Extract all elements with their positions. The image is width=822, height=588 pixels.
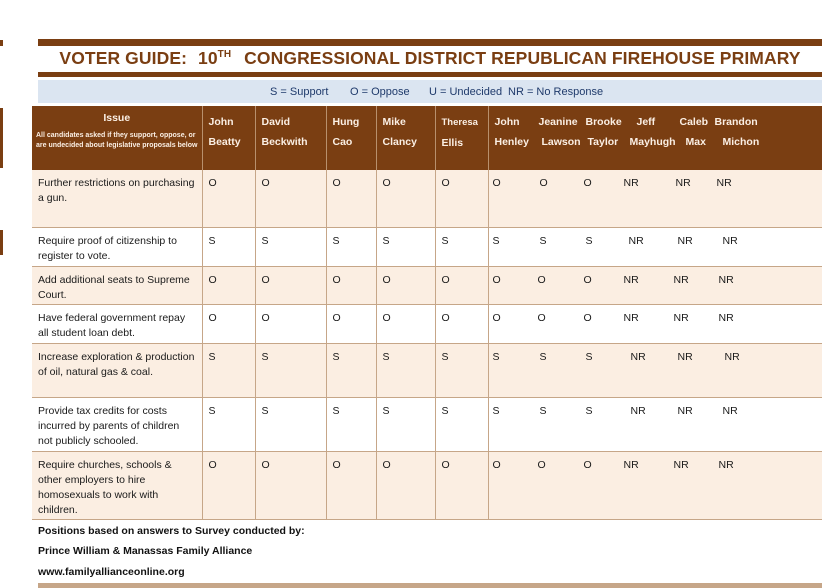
group-vote: NR bbox=[673, 311, 689, 324]
issue-text: Further restrictions on purchasing a gun. bbox=[32, 170, 202, 227]
vote-cell: O bbox=[202, 451, 255, 519]
group-vote: O bbox=[492, 273, 501, 286]
group-vote: NR bbox=[718, 273, 734, 286]
vote-cell: O bbox=[255, 266, 326, 304]
group-vote-cell bbox=[488, 170, 822, 227]
vote-cell: O bbox=[202, 304, 255, 343]
vote-cell: O bbox=[376, 266, 435, 304]
voter-guide-table bbox=[32, 106, 822, 520]
issue-row bbox=[32, 397, 822, 451]
group-last: Max bbox=[685, 136, 706, 148]
issue-header-label: Issue bbox=[103, 112, 131, 124]
candidate-group-header bbox=[488, 106, 822, 170]
candidate-header bbox=[255, 106, 326, 170]
group-vote-cell bbox=[488, 343, 822, 397]
vote-cell: O bbox=[326, 266, 376, 304]
group-vote: NR bbox=[722, 404, 738, 417]
group-vote: NR bbox=[673, 273, 689, 286]
candidate-last: Beatty bbox=[208, 136, 241, 148]
title-prefix: VOTER GUIDE: bbox=[59, 48, 188, 68]
group-vote: O bbox=[537, 273, 546, 286]
group-vote-cell bbox=[488, 451, 822, 519]
vote-cell: O bbox=[326, 451, 376, 519]
group-vote: O bbox=[583, 177, 592, 189]
vote-cell: S bbox=[255, 227, 326, 266]
issue-header-note: All candidates asked if they support, oppose, or are undecided about legislative proposals below bbox=[36, 132, 198, 149]
group-vote: NR bbox=[718, 311, 734, 324]
footer-survey-note: Positions based on answers to Survey conducted by: bbox=[38, 525, 305, 537]
issue-row bbox=[32, 304, 822, 343]
group-vote: NR bbox=[630, 404, 646, 417]
group-first: Caleb bbox=[679, 116, 709, 128]
candidate-first: Theresa bbox=[441, 117, 478, 128]
candidate-last: Beckwith bbox=[261, 136, 308, 148]
group-vote: O bbox=[583, 311, 592, 324]
footer-website: www.familyallianceonline.org bbox=[38, 566, 185, 578]
title-rest: CONGRESSIONAL DISTRICT REPUBLICAN FIREHOUSE PRIMARY bbox=[244, 48, 801, 68]
group-vote: NR bbox=[724, 350, 740, 363]
group-vote: S bbox=[539, 350, 547, 363]
legend-bar bbox=[38, 80, 822, 103]
group-first: Brooke bbox=[585, 116, 622, 128]
vote-cell: O bbox=[435, 304, 488, 343]
group-last: Henley bbox=[494, 136, 529, 148]
vote-cell: S bbox=[376, 343, 435, 397]
group-last: Taylor bbox=[587, 136, 619, 148]
bottom-rule bbox=[38, 583, 822, 588]
vote-cell: O bbox=[435, 451, 488, 519]
group-vote: S bbox=[492, 234, 500, 247]
group-vote: O bbox=[492, 177, 501, 189]
vote-cell: S bbox=[255, 397, 326, 451]
vote-cell: S bbox=[326, 227, 376, 266]
title-bottom-rule bbox=[38, 72, 822, 77]
group-vote: O bbox=[492, 311, 501, 324]
title-district: 10 bbox=[198, 48, 218, 68]
legend-no-response: NR = No Response bbox=[508, 86, 604, 98]
issue-text: Require churches, schools & other employers to hire homosexuals to work with children. bbox=[32, 451, 202, 519]
vote-cell: O bbox=[326, 304, 376, 343]
group-first: Jeff bbox=[636, 116, 656, 128]
group-vote-cell bbox=[488, 397, 822, 451]
group-first: Jeanine bbox=[538, 116, 578, 128]
candidate-first: Hung bbox=[332, 116, 360, 128]
left-edge-mark bbox=[0, 40, 3, 46]
vote-cell: S bbox=[202, 343, 255, 397]
group-vote: S bbox=[585, 350, 593, 363]
group-vote: NR bbox=[623, 311, 639, 324]
vote-cell: S bbox=[435, 397, 488, 451]
group-vote: O bbox=[537, 311, 546, 324]
vote-cell: O bbox=[255, 304, 326, 343]
candidate-last: Ellis bbox=[441, 137, 464, 149]
issue-text: Have federal government repay all student loan debt. bbox=[32, 304, 202, 343]
vote-cell: S bbox=[202, 227, 255, 266]
group-vote: NR bbox=[677, 404, 693, 417]
vote-cell: O bbox=[376, 170, 435, 227]
group-vote: S bbox=[539, 234, 547, 247]
candidate-first: David bbox=[261, 116, 291, 128]
group-vote: S bbox=[539, 404, 547, 417]
vote-cell: O bbox=[376, 451, 435, 519]
issue-text: Require proof of citizenship to register to vote. bbox=[32, 227, 202, 266]
vote-cell: O bbox=[326, 170, 376, 227]
group-vote: NR bbox=[673, 458, 689, 471]
issue-row bbox=[32, 451, 822, 519]
left-edge-mark bbox=[0, 108, 3, 168]
group-vote: NR bbox=[716, 177, 732, 189]
group-vote: NR bbox=[630, 350, 646, 363]
group-vote: S bbox=[585, 234, 593, 247]
group-vote: NR bbox=[623, 273, 639, 286]
candidate-header bbox=[435, 106, 488, 170]
candidate-header bbox=[202, 106, 255, 170]
vote-cell: S bbox=[376, 227, 435, 266]
issue-row bbox=[32, 227, 822, 266]
page-title bbox=[38, 48, 822, 70]
group-vote-cell bbox=[488, 227, 822, 266]
group-vote-cell bbox=[488, 266, 822, 304]
candidate-first: John bbox=[208, 116, 234, 128]
candidate-first: Mike bbox=[382, 116, 406, 128]
group-vote: NR bbox=[722, 234, 738, 247]
group-vote: S bbox=[492, 350, 500, 363]
issue-row bbox=[32, 266, 822, 304]
candidate-last: Clancy bbox=[382, 136, 417, 148]
group-vote: O bbox=[492, 458, 501, 471]
issue-text: Provide tax credits for costs incurred by parents of children not publicly schooled. bbox=[32, 397, 202, 451]
vote-cell: O bbox=[435, 170, 488, 227]
vote-cell: S bbox=[255, 343, 326, 397]
group-vote: O bbox=[539, 177, 548, 189]
group-vote-cell bbox=[488, 304, 822, 343]
left-edge-mark bbox=[0, 230, 3, 255]
candidate-header bbox=[326, 106, 376, 170]
group-vote: NR bbox=[675, 177, 691, 189]
title-district-suffix: TH bbox=[217, 49, 232, 61]
group-first: John bbox=[494, 116, 520, 128]
title-top-rule bbox=[38, 39, 822, 46]
group-vote: NR bbox=[677, 234, 693, 247]
issue-header bbox=[32, 106, 202, 170]
legend-support: S = Support bbox=[270, 86, 329, 98]
issue-text: Increase exploration & production of oil, natural gas & coal. bbox=[32, 343, 202, 397]
vote-cell: S bbox=[202, 397, 255, 451]
vote-cell: S bbox=[326, 343, 376, 397]
vote-cell: O bbox=[255, 451, 326, 519]
candidate-header bbox=[376, 106, 435, 170]
header-row bbox=[32, 106, 822, 170]
issue-row bbox=[32, 170, 822, 227]
vote-cell: O bbox=[202, 266, 255, 304]
footer-organization: Prince William & Manassas Family Alliance bbox=[38, 545, 253, 557]
group-last: Mayhugh bbox=[629, 136, 676, 148]
vote-cell: O bbox=[255, 170, 326, 227]
group-vote: S bbox=[585, 404, 593, 417]
group-vote: NR bbox=[628, 234, 644, 247]
group-vote: O bbox=[583, 458, 592, 471]
legend-oppose: O = Oppose bbox=[350, 86, 410, 98]
group-last: Lawson bbox=[541, 136, 581, 148]
group-vote: NR bbox=[677, 350, 693, 363]
group-vote: NR bbox=[623, 177, 639, 189]
group-vote: O bbox=[583, 273, 592, 286]
candidate-last: Cao bbox=[332, 136, 353, 148]
group-vote: NR bbox=[718, 458, 734, 471]
issue-text: Add additional seats to Supreme Court. bbox=[32, 266, 202, 304]
vote-cell: S bbox=[435, 343, 488, 397]
vote-cell: O bbox=[435, 266, 488, 304]
vote-cell: O bbox=[376, 304, 435, 343]
vote-cell: S bbox=[376, 397, 435, 451]
vote-cell: S bbox=[435, 227, 488, 266]
group-first: Brandon bbox=[714, 116, 758, 128]
group-vote: S bbox=[492, 404, 500, 417]
group-vote: O bbox=[537, 458, 546, 471]
vote-cell: S bbox=[326, 397, 376, 451]
group-last: Michon bbox=[722, 136, 760, 148]
legend-undecided: U = Undecided bbox=[429, 86, 503, 98]
group-vote: NR bbox=[623, 458, 639, 471]
vote-cell: O bbox=[202, 170, 255, 227]
issue-row bbox=[32, 343, 822, 397]
